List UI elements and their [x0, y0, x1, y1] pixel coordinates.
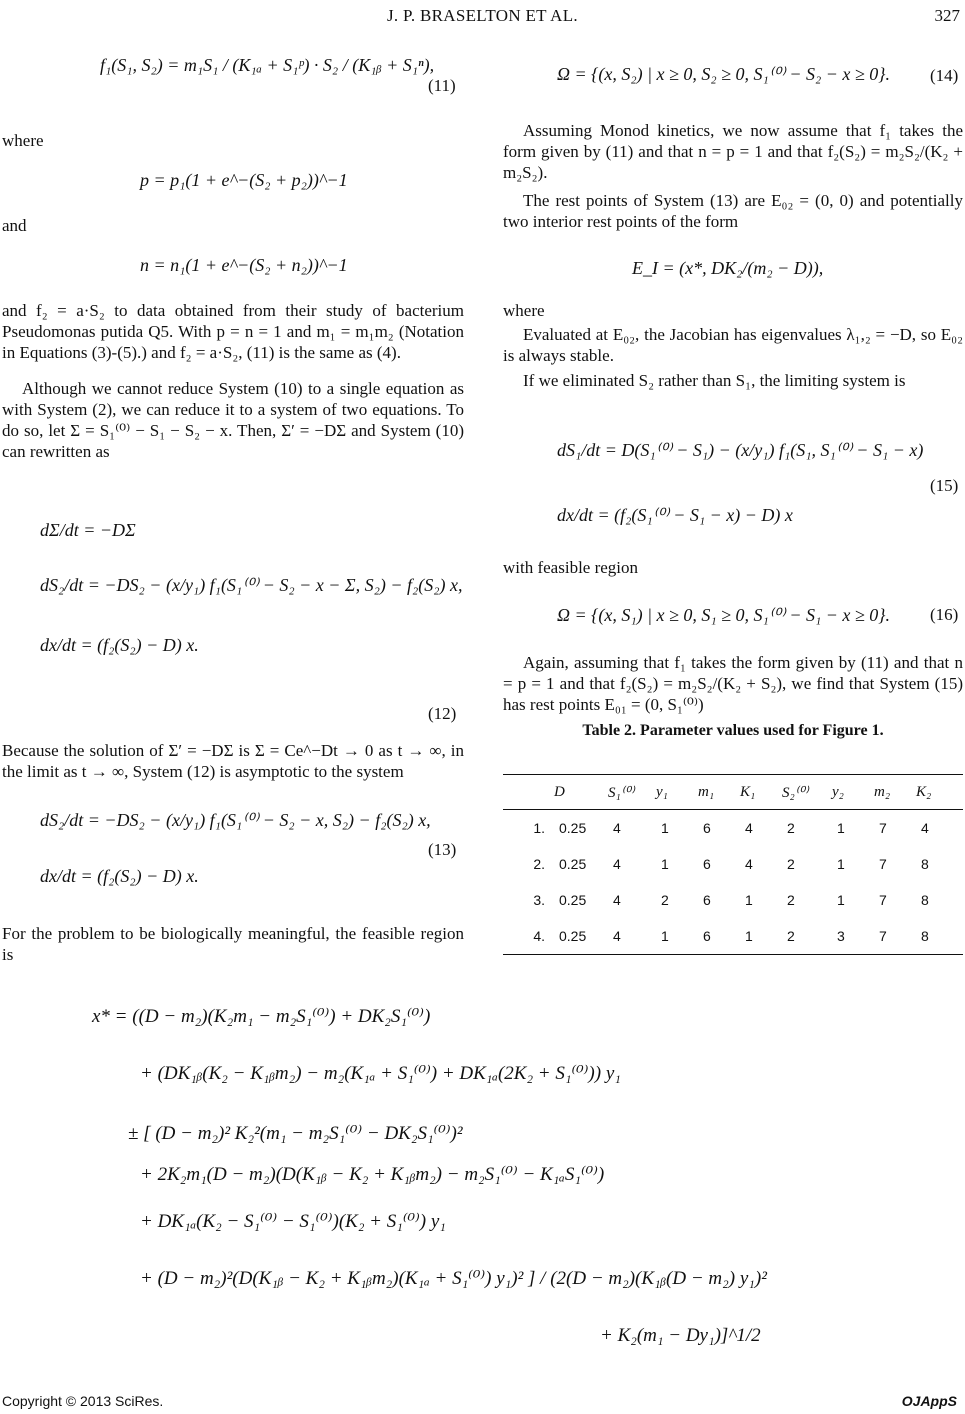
equation-number-16: (16) [930, 605, 959, 624]
equation-12-line-2: dS₂/dt = −DS₂ − (x/y₁) f₁(S₁⁽⁰⁾ − S₂ − x − Σ, S₂) − f₂(S₂) x, [40, 575, 463, 595]
table-cell: 7 [879, 856, 887, 872]
table-header-cell: K₁ [740, 783, 756, 800]
paragraph-bacterium: and f₂ = a·S₂ to data obtained from their study of bacterium Pseudomonas putida Q5. With p = n = 1 and m₁ = m₁m₂ (Notation in Equations (3)-(5).) and f₂ = a·S₂, (11) is the same as (4). [2, 301, 464, 362]
table-cell: 1 [745, 928, 753, 944]
table-cell: 7 [879, 820, 887, 836]
equation-14: Ω = {(x, S₂) | x ≥ 0, S₂ ≥ 0, S₁⁽⁰⁾ − S₂ − x ≥ 0}. [557, 64, 890, 84]
table-cell: 1 [745, 892, 753, 908]
n-definition: n = n₁(1 + e^−(S₂ + n₂))^−1 [140, 255, 348, 275]
table-cell: 2 [787, 820, 795, 836]
equation-12-line-1: dΣ/dt = −DΣ [40, 520, 136, 540]
feasible-region-label: with feasible region [503, 558, 639, 577]
table-cell: 4 [613, 820, 621, 836]
p-definition: p = p₁(1 + e^−(S₂ + p₂))^−1 [140, 170, 348, 190]
table-cell: 1 [837, 820, 845, 836]
equation-EI: E_I = (x*, DK₂/(m₂ − D)), [632, 258, 824, 278]
table-cell: 2 [661, 892, 669, 908]
equation-15-line-1: dS₁/dt = D(S₁⁽⁰⁾ − S₁) − (x/y₁) f₁(S₁, S₁⁽⁰⁾ − S₁ − x) [557, 440, 924, 460]
table-row [503, 918, 963, 955]
table-header-row [503, 775, 963, 810]
table-cell: 7 [879, 892, 887, 908]
equation-16: Ω = {(x, S₁) | x ≥ 0, S₁ ≥ 0, S₁⁽⁰⁾ − S₁ − x ≥ 0}. [557, 605, 890, 625]
where-label-right: where [503, 301, 545, 320]
paragraph-rest-points: The rest points of System (13) are E₀₂ = (0, 0) and potentially two interior rest points of the form [503, 191, 963, 231]
table-cell: 4 [745, 856, 753, 872]
table-cell: 3 [837, 928, 845, 944]
paragraph-jacobian: Evaluated at E₀₂, the Jacobian has eigenvalues λ₁,₂ = −D, so E₀₂ is always stable. [503, 325, 963, 365]
table-cell: 2 [787, 892, 795, 908]
table-header-cell: m₂ [874, 783, 891, 800]
table-cell: 4 [613, 928, 621, 944]
table-header-cell [503, 775, 553, 810]
paragraph-eliminate: If we eliminated S₂ rather than S₁, the limiting system is [523, 371, 906, 390]
xstar-equation-line-3: ± [ (D − m₂)² K₂²(m₁ − m₂S₁⁽⁰⁾ − DK₂S₁⁽⁰⁾)² [128, 1123, 463, 1144]
xstar-equation-line-2: + (DK₁ᵦ(K₂ − K₁ᵦm₂) − m₂(K₁ₐ + S₁⁽⁰⁾) + DK₁ₐ(2K₂ + S₁⁽⁰⁾)) y₁ [140, 1063, 621, 1084]
table-cell: 1 [837, 856, 845, 872]
table-cell: 1. [533, 820, 545, 836]
page-header [0, 6, 965, 30]
equation-number-15: (15) [930, 476, 959, 495]
table-cell: 1 [661, 820, 669, 836]
table-header-cell: K₂ [916, 783, 932, 800]
table-header-cell: D [554, 783, 565, 800]
paragraph-reduce-system: Although we cannot reduce System (10) to a single equation as with System (2), we can reduce it to a system of two equations. To do so, let Σ = S₁⁽⁰⁾ − S₁ − S₂ − x. Then, Σ′ = −DΣ and System (10) can rewritten as [2, 379, 464, 461]
equation-number-13: (13) [428, 840, 457, 859]
table-cell: 6 [703, 892, 711, 908]
xstar-equation-line-7: + K₂(m₁ − Dy₁)]^1/2 [600, 1325, 761, 1346]
paragraph-monod: Assuming Monod kinetics, we now assume that f₁ takes the form given by (11) and that n = p = 1 and that f₂(S₂) = m₂S₂/(K₂ + m₂S₂). [503, 121, 963, 182]
table-header-cell: S₁⁽⁰⁾ [608, 784, 635, 801]
running-title: J. P. BRASELTON ET AL. [387, 6, 578, 25]
equation-11: f₁(S₁, S₂) = m₁S₁ / (K₁ₐ + S₁ᵖ) · S₂ / (K₁ᵦ + S₁ⁿ), [100, 55, 435, 75]
table-cell: 4 [745, 820, 753, 836]
table-cell: 2. [533, 856, 545, 872]
table-cell: 6 [703, 856, 711, 872]
paragraph-feasible: For the problem to be biologically meaningful, the feasible region is [2, 924, 464, 964]
table-cell: 6 [703, 820, 711, 836]
table-cell: 3. [533, 892, 545, 908]
table-cell: 7 [879, 928, 887, 944]
equation-number-11: (11) [428, 76, 456, 95]
table-cell: 2 [787, 928, 795, 944]
table-cell: 4 [613, 856, 621, 872]
table-cell: 0.25 [559, 892, 587, 908]
table-row [503, 882, 963, 918]
equation-15-line-2: dx/dt = (f₂(S₁⁽⁰⁾ − S₁ − x) − D) x [557, 505, 793, 525]
where-label: where [2, 131, 44, 150]
equation-13-line-1: dS₂/dt = −DS₂ − (x/y₁) f₁(S₁⁽⁰⁾ − S₂ − x, S₂) − f₂(S₂) x, [40, 810, 431, 830]
copyright-notice: Copyright © 2013 SciRes. [2, 1393, 164, 1409]
xstar-equation-line-1: x* = ((D − m₂)(K₂m₁ − m₂S₁⁽⁰⁾) + DK₂S₁⁽⁰⁾) [92, 1006, 431, 1027]
table-row [503, 810, 963, 847]
equation-number-12: (12) [428, 704, 457, 723]
journal-name: OJAppS [901, 1393, 957, 1409]
equation-13-line-2: dx/dt = (f₂(S₂) − D) x. [40, 866, 199, 886]
table-header-cell: y₂ [832, 783, 844, 800]
xstar-equation-line-6: + (D − m₂)²(D(K₁ᵦ − K₂ + K₁ᵦm₂)(K₁ₐ + S₁⁽⁰⁾) y₁)² ] / (2(D − m₂)(K₁ᵦ(D − m₂) y₁)² [140, 1268, 767, 1289]
table-caption: Table 2. Parameter values used for Figure 1. [582, 722, 884, 739]
table-cell: 4. [533, 928, 545, 944]
table-cell: 6 [703, 928, 711, 944]
table-cell: 0.25 [559, 856, 587, 872]
table-cell: 8 [921, 892, 929, 908]
equation-12-line-3: dx/dt = (f₂(S₂) − D) x. [40, 635, 199, 655]
and-label: and [2, 216, 27, 235]
xstar-equation-line-4: + 2K₂m₁(D − m₂)(D(K₁ᵦ − K₂ + K₁ᵦm₂) − m₂S₁⁽⁰⁾ − K₁ₐS₁⁽⁰⁾) [140, 1164, 605, 1185]
table-cell: 4 [921, 820, 929, 836]
xstar-equation-line-5: + DK₁ₐ(K₂ − S₁⁽⁰⁾ − S₁⁽⁰⁾)(K₂ + S₁⁽⁰⁾) y₁ [140, 1211, 446, 1232]
table-cell: 0.25 [559, 928, 587, 944]
parameter-table [503, 774, 963, 955]
table-cell: 8 [921, 928, 929, 944]
paragraph-again: Again, assuming that f₁ takes the form given by (11) and that n = p = 1 and that f₂(S₂) = m₂S₂/(K₂ + S₂), we find that System (15) has rest points E₀₁ = (0, S₁⁽⁰⁾) [503, 653, 963, 714]
table-cell: 4 [613, 892, 621, 908]
table-cell: 2 [787, 856, 795, 872]
page-number: 327 [934, 6, 960, 25]
table-header-cell: m₁ [698, 783, 715, 800]
table-header-cell: S₂⁽⁰⁾ [782, 784, 809, 801]
table-cell: 1 [661, 928, 669, 944]
table-cell: 0.25 [559, 820, 587, 836]
table-header-cell: y₁ [656, 783, 668, 800]
paragraph-asymptotic: Because the solution of Σ′ = −DΣ is Σ = Ce^−Dt → 0 as t → ∞, in the limit as t → ∞, System (12) is asymptotic to the system [2, 741, 464, 781]
equation-number-14: (14) [930, 66, 959, 85]
table-cell: 1 [661, 856, 669, 872]
parameter-table-container [503, 774, 963, 955]
table-cell: 1 [837, 892, 845, 908]
table-cell: 8 [921, 856, 929, 872]
table-row [503, 846, 963, 882]
